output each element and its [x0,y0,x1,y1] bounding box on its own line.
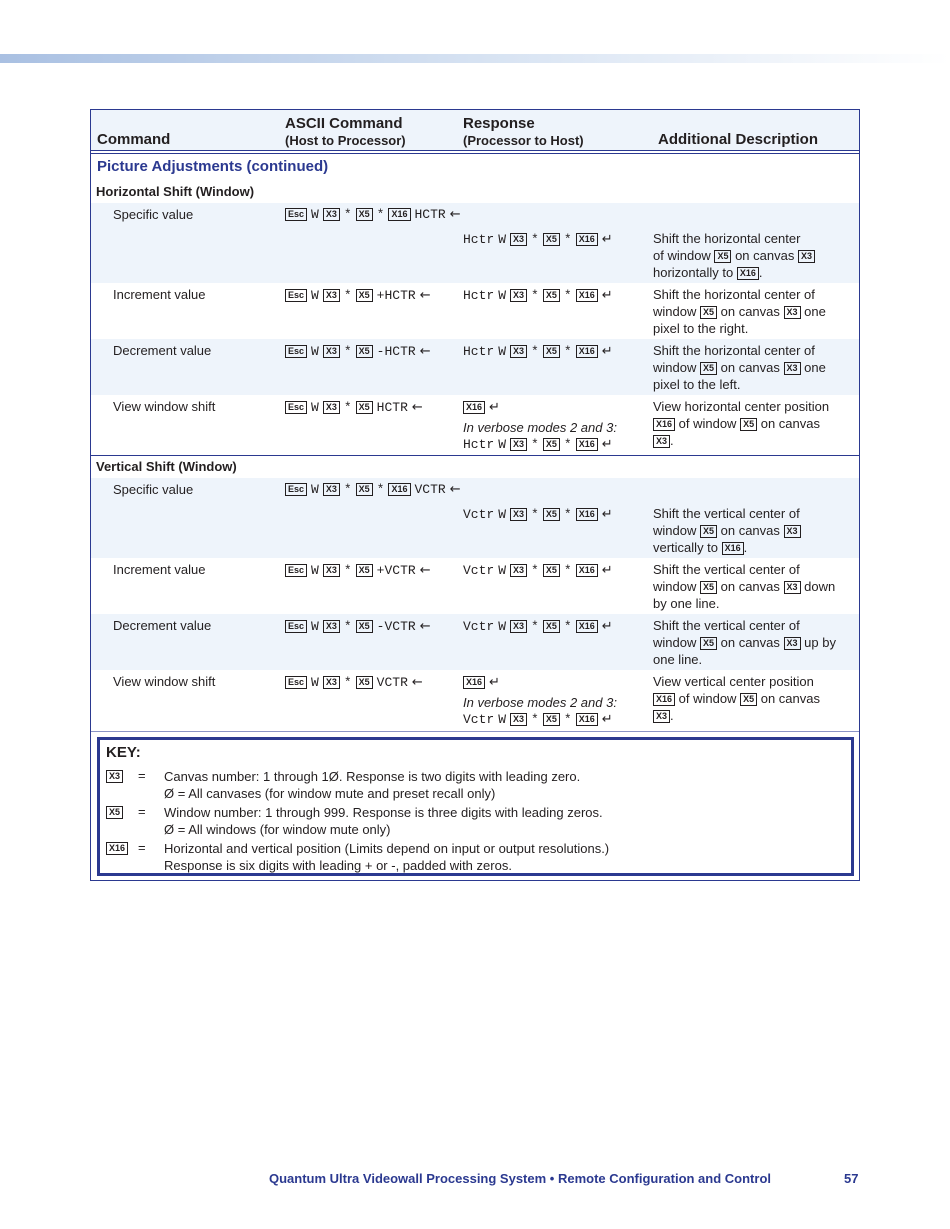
x5-variable-icon: X5 [740,418,757,431]
desc-text: on canvas [720,523,780,538]
x5-variable-icon: X5 [700,306,717,319]
desc-text: on canvas [760,691,820,706]
x5-variable-icon: X5 [543,620,560,633]
x5-variable-icon: X5 [700,525,717,538]
x3-variable-icon: X3 [510,233,527,246]
desc-text: on canvas [760,416,820,431]
header-ascii-command: ASCII Command [285,115,403,132]
desc-text: by one line. [653,596,720,611]
resp-token: Vctr [463,507,495,522]
desc-text: View vertical center position [653,674,814,689]
x3-variable-icon: X3 [653,710,670,723]
desc-text: on canvas [720,360,780,375]
x5-variable-icon: X5 [356,401,373,414]
left-arrow-icon: ← [419,288,431,303]
row-label: Decrement value [113,343,212,358]
resp-token: Hctr [463,232,495,247]
response [463,507,613,522]
cmd-token: VCTR [414,482,446,497]
return-arrow-icon: ↵ [601,563,613,578]
x3-variable-icon: X3 [784,637,801,650]
x3-variable-icon: X3 [510,713,527,726]
x3-variable-icon: X3 [784,362,801,375]
cmd-token: W [311,619,319,634]
desc-text: . [670,708,674,723]
x3-variable-icon: X3 [510,564,527,577]
cmd-token: * [343,563,352,578]
x16-variable-icon: X16 [576,508,598,521]
x16-variable-icon: X16 [463,401,485,414]
desc-text: one [804,360,826,375]
cmd-token: W [311,207,319,222]
response-verbose [463,712,613,727]
x3-variable-icon: X3 [510,289,527,302]
x16-variable-icon: X16 [106,842,128,855]
x5-variable-icon: X5 [543,289,560,302]
x5-variable-icon: X5 [543,508,560,521]
return-arrow-icon: ↵ [601,712,613,727]
resp-token: * [563,288,572,303]
header-additional: Additional Description [658,131,819,148]
row-label: Specific value [113,482,194,497]
left-arrow-icon: ← [411,400,423,415]
description [653,673,853,724]
header-rule-2 [91,153,859,154]
cmd-token: * [343,482,352,497]
key-text [164,804,603,838]
x5-variable-icon: X5 [543,233,560,246]
esc-key-icon: Esc [285,676,307,689]
description [653,342,853,393]
resp-token: W [498,619,507,634]
ascii-command [285,207,461,222]
key-line: Horizontal and vertical position (Limits depend on input or output resolutions.) [164,841,610,856]
key-equals: = [138,840,146,855]
resp-token: W [498,507,507,522]
cmd-token: W [311,675,319,690]
resp-token: * [531,563,539,578]
x16-variable-icon: X16 [576,345,598,358]
description [653,286,853,337]
desc-text: on canvas [720,579,780,594]
cmd-token: * [343,344,352,359]
page-number: 57 [844,1171,859,1186]
row-label: Specific value [113,207,194,222]
resp-token: * [563,619,572,634]
key-line: Response is six digits with leading + or -, padded with zeros. [164,858,512,873]
resp-token: * [563,712,572,727]
cmd-token: +VCTR [376,563,416,578]
desc-text: Shift the horizontal center of [653,287,815,302]
key-text [164,768,580,802]
desc-text: pixel to the right. [653,321,749,336]
resp-token: W [498,712,507,727]
desc-text: vertically to [653,540,719,555]
cmd-token: -HCTR [376,344,416,359]
ascii-command [285,563,431,578]
return-arrow-icon: ↵ [601,232,613,247]
ascii-command [285,400,423,415]
desc-text: Shift the vertical center of [653,506,800,521]
description [653,505,853,556]
return-arrow-icon: ↵ [601,507,613,522]
left-arrow-icon: ← [419,344,431,359]
cmd-token: W [311,288,319,303]
x5-variable-icon: X5 [356,483,373,496]
desc-text: Shift the vertical center of [653,562,800,577]
x3-variable-icon: X3 [323,564,340,577]
desc-text: one line. [653,652,703,667]
description [653,561,853,612]
resp-token: * [563,437,572,452]
x3-variable-icon: X3 [510,620,527,633]
x3-variable-icon: X3 [323,483,340,496]
x5-variable-icon: X5 [543,438,560,451]
resp-token: W [498,288,507,303]
x16-variable-icon: X16 [576,620,598,633]
top-gradient-bar [0,54,950,63]
x5-variable-icon: X5 [356,676,373,689]
resp-token: Vctr [463,619,495,634]
left-arrow-icon: ← [419,563,431,578]
cmd-token: W [311,482,319,497]
verbose-note: In verbose modes 2 and 3: [463,420,617,435]
resp-token: * [563,507,572,522]
ascii-command [285,619,431,634]
esc-key-icon: Esc [285,401,307,414]
description [653,398,853,449]
x5-variable-icon: X5 [356,564,373,577]
cmd-token: * [343,675,352,690]
x16-variable-icon: X16 [722,542,744,555]
cmd-token: * [343,400,352,415]
resp-token: W [498,232,507,247]
desc-text: Shift the horizontal center of [653,343,815,358]
command-table [90,109,860,881]
cmd-token: * [343,288,352,303]
desc-text: one [804,304,826,319]
resp-token: * [531,232,539,247]
x16-variable-icon: X16 [576,713,598,726]
x3-variable-icon: X3 [510,438,527,451]
x5-variable-icon: X5 [740,693,757,706]
response [463,619,613,634]
resp-token: Hctr [463,288,495,303]
desc-text: Shift the vertical center of [653,618,800,633]
left-arrow-icon: ← [449,207,461,222]
desc-text: up by [804,635,836,650]
resp-token: * [531,437,539,452]
key-title: KEY: [106,744,141,761]
resp-token: * [531,712,539,727]
x16-variable-icon: X16 [576,233,598,246]
esc-key-icon: Esc [285,289,307,302]
x5-variable-icon: X5 [356,208,373,221]
x3-variable-icon: X3 [798,250,815,263]
resp-token: Vctr [463,712,495,727]
resp-token: Vctr [463,563,495,578]
esc-key-icon: Esc [285,564,307,577]
x16-variable-icon: X16 [463,676,485,689]
verbose-note: In verbose modes 2 and 3: [463,695,617,710]
return-arrow-icon: ↵ [601,437,613,452]
ascii-command [285,344,431,359]
resp-token: Hctr [463,437,495,452]
x3-variable-icon: X3 [784,581,801,594]
key-box [97,737,854,876]
header-response-sub: (Processor to Host) [463,133,584,148]
resp-token: * [531,619,539,634]
key-line: Ø = All windows (for window mute only) [164,822,391,837]
desc-text: of window [653,248,711,263]
resp-token: W [498,344,507,359]
ascii-command [285,288,431,303]
x3-variable-icon: X3 [323,676,340,689]
desc-text: . [743,540,748,555]
x5-variable-icon: X5 [543,564,560,577]
key-line: Canvas number: 1 through 1Ø. Response is two digits with leading zero. [164,769,581,784]
x3-variable-icon: X3 [106,770,123,783]
x3-variable-icon: X3 [323,289,340,302]
row-label: View window shift [113,674,216,689]
return-arrow-icon: ↵ [601,344,613,359]
return-arrow-icon: ↵ [489,400,500,415]
esc-key-icon: Esc [285,345,307,358]
left-arrow-icon: ← [411,675,423,690]
x3-variable-icon: X3 [653,435,670,448]
desc-text: down [804,579,836,594]
row-label: Decrement value [113,618,212,633]
row-label: Increment value [113,287,206,302]
resp-token: * [531,344,539,359]
row-label: Increment value [113,562,206,577]
description [653,230,853,281]
response [463,232,613,247]
response [463,344,613,359]
header-command: Command [97,131,171,148]
x3-variable-icon: X3 [323,620,340,633]
x5-variable-icon: X5 [106,806,123,819]
x5-variable-icon: X5 [700,637,717,650]
resp-token: * [563,563,572,578]
key-rule [91,731,859,732]
resp-token: Hctr [463,344,495,359]
key-line: Window number: 1 through 999. Response is three digits with leading zeros. [164,805,603,820]
cmd-token: +HCTR [376,288,416,303]
section-rule [91,455,859,456]
desc-text: on canvas [720,304,780,319]
esc-key-icon: Esc [285,483,307,496]
resp-token: * [531,288,539,303]
resp-token: W [498,563,507,578]
ascii-command [285,675,423,690]
x3-variable-icon: X3 [510,345,527,358]
resp-token: * [563,344,572,359]
left-arrow-icon: ← [419,619,431,634]
response-verbose [463,437,613,452]
desc-text: on canvas [735,248,795,263]
x3-variable-icon: X3 [323,401,340,414]
x5-variable-icon: X5 [543,713,560,726]
desc-text: Shift the horizontal center [653,231,801,246]
desc-text: . [758,265,763,280]
resp-token: W [498,437,507,452]
return-arrow-icon: ↵ [489,675,500,690]
response [463,288,613,303]
desc-text: pixel to the left. [653,377,741,392]
desc-text: window [653,579,697,594]
return-arrow-icon: ↵ [601,288,613,303]
cmd-token: * [376,482,385,497]
key-equals: = [138,768,146,783]
cmd-token: W [311,344,319,359]
cmd-token: W [311,400,319,415]
cmd-token: * [376,207,385,222]
x16-variable-icon: X16 [653,693,675,706]
left-arrow-icon: ← [449,482,461,497]
response [463,563,613,578]
x5-variable-icon: X5 [543,345,560,358]
header-ascii-sub: (Host to Processor) [285,133,406,148]
x3-variable-icon: X3 [323,208,340,221]
cmd-token: HCTR [376,400,408,415]
esc-key-icon: Esc [285,208,307,221]
section-title: Picture Adjustments (continued) [97,158,329,175]
desc-text: window [653,304,697,319]
row-label: View window shift [113,399,216,414]
desc-text: horizontally to [653,265,734,280]
key-equals: = [138,804,146,819]
key-text [164,840,609,874]
horizontal-shift-title: Horizontal Shift (Window) [96,184,255,199]
x5-variable-icon: X5 [700,362,717,375]
cmd-token: * [343,207,352,222]
cmd-token: -VCTR [376,619,416,634]
x16-variable-icon: X16 [576,289,598,302]
return-arrow-icon: ↵ [601,619,613,634]
x16-variable-icon: X16 [388,483,410,496]
x5-variable-icon: X5 [714,250,731,263]
ascii-command [285,482,461,497]
cmd-token: W [311,563,319,578]
desc-text: of window [678,416,737,431]
response [463,675,500,690]
esc-key-icon: Esc [285,620,307,633]
x5-variable-icon: X5 [356,345,373,358]
x5-variable-icon: X5 [700,581,717,594]
desc-text: View horizontal center position [653,399,830,414]
header-response: Response [463,115,535,132]
description [653,617,853,668]
resp-token: * [563,232,572,247]
desc-text: of window [678,691,737,706]
resp-token: * [531,507,539,522]
desc-text: . [670,433,674,448]
x3-variable-icon: X3 [510,508,527,521]
x16-variable-icon: X16 [737,267,759,280]
desc-text: window [653,635,697,650]
header-rule [91,150,859,151]
x16-variable-icon: X16 [653,418,675,431]
x5-variable-icon: X5 [356,289,373,302]
x5-variable-icon: X5 [356,620,373,633]
footer-title: Quantum Ultra Videowall Processing System • Remote Configuration and Control [269,1171,771,1186]
x16-variable-icon: X16 [388,208,410,221]
x3-variable-icon: X3 [323,345,340,358]
cmd-token: HCTR [414,207,446,222]
x3-variable-icon: X3 [784,525,801,538]
x3-variable-icon: X3 [784,306,801,319]
desc-text: window [653,523,697,538]
key-line: Ø = All canvases (for window mute and preset recall only) [164,786,496,801]
desc-text: on canvas [720,635,780,650]
vertical-shift-title: Vertical Shift (Window) [96,459,237,474]
cmd-token: VCTR [376,675,408,690]
x16-variable-icon: X16 [576,564,598,577]
x16-variable-icon: X16 [576,438,598,451]
response [463,400,500,415]
desc-text: window [653,360,697,375]
cmd-token: * [343,619,352,634]
